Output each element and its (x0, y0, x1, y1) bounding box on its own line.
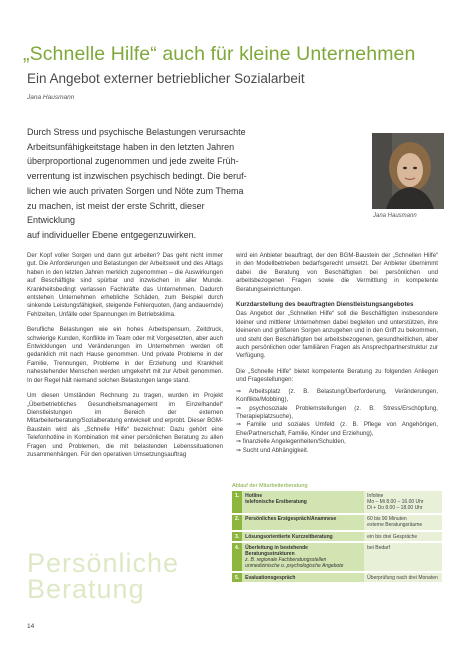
step-detail: 60 bis 90 Minuten externe Beratungsräume (364, 514, 442, 531)
step-number: 5. (232, 572, 242, 583)
step-note: z. B. regionale Fachberatungsstellen unmedizinische o. psychologische Angebote (245, 557, 344, 570)
table-row (232, 514, 442, 531)
author-photo (372, 133, 444, 209)
step-detail: bei Bedarf (364, 542, 442, 572)
list-item: ⇒ psychosoziale Problemstellungen (z. B. Stress/Erschöpfung, Therapieplatzsuche), (236, 404, 438, 420)
lead-line: auf individueller Ebene entgegenzuwirken. (27, 229, 197, 240)
table-row (232, 572, 442, 583)
body-paragraph: Das Angebot der „Schnellen Hilfe“ soll die Beschäftigten insbesondere kleiner und mittlerer Unternehmen dabei begleiten und unterstützen, ihre kleineren und größeren Sorgen anzugehen und in den Griff zu bekommen, und steht den Beschäftigten bei arbeitsbezogenen, gesundheitlichen, aber auch persönlichen oder familiären Fragen als Ansprechpartnerstruktur zur Verfügung. (236, 310, 438, 360)
watermark-line-1: Persönliche (27, 548, 180, 578)
lead-line: überproportional zugenommen und jede zweite Früh- (27, 156, 239, 167)
step-number: 4. (232, 542, 242, 572)
step-number: 2. (232, 514, 242, 531)
step-title-2: Beratungsstrukturen (245, 550, 295, 557)
lead-paragraph (27, 125, 249, 243)
author-name: Jana Hausmann (27, 94, 75, 101)
table-row (232, 531, 442, 542)
step-detail: Infoline Mo – Mi 8.00 – 16.00 Uhr Di + Do 8.00 – 18.00 Uhr (364, 491, 442, 514)
step-description (242, 514, 364, 531)
process-table (232, 491, 442, 584)
step-title: Evaluationsgespräch (245, 574, 296, 581)
photo-caption: Jana Hausmann (373, 213, 417, 219)
table-row (232, 542, 442, 572)
body-paragraph: Berufliche Belastungen wie ein hohes Arbeitspensum, Zeitdruck, schwierige Kunden, Konflikte im Team oder mit Vorgesetzten, aber auch Entwicklungen und Veränderungen im Unternehmen werden oft gedanklich mit nach Hause genommen. Und private Probleme in der Familie, Trennungen, Probleme in der Erziehung und Krankheit nahestehender Menschen werden umgekehrt mit zur Arbeit genommen. In der Regel hält niemand solchen Belastungen lange stand. (27, 326, 223, 384)
lead-line: lichen wie auch privaten Sorgen und Nöte zum Thema (27, 185, 244, 196)
topic-list (236, 388, 438, 455)
step-description (242, 572, 364, 583)
lead-line: zu machen, ist meist der erste Schritt, dieser Entwicklung (27, 200, 205, 226)
table-title: Ablauf der Mitarbeiterberatung (232, 483, 308, 489)
article-title: „Schnelle Hilfe“ auch für kleine Unternehmen (23, 43, 416, 65)
step-title: Lösungsorientierte Kurzzeitberatung (245, 533, 333, 540)
list-item: ⇒ Familie und soziales Umfeld (z. B. Pflege von Angehörigen, Ehe/Partnerschaft, Familie, Kinder und Erziehung), (236, 421, 438, 437)
body-column-left (27, 252, 223, 466)
body-column-right (236, 252, 438, 455)
list-item: ⇒ Arbeitsplatz (z. B. Belastung/Überforderung, Veränderungen, Konflikte/Mobbing), (236, 387, 438, 404)
list-item: ⇒ Sucht und Abhängigkeit. (236, 446, 309, 454)
lead-line: Arbeitsunfähigkeitstage haben in den letzten Jahren (27, 141, 235, 152)
table-row (232, 491, 442, 514)
step-title-2: telefonische Erstberatung (245, 498, 307, 505)
list-item: ⇒ finanzielle Angelegenheiten/Schulden, (236, 438, 346, 446)
body-paragraph: Um diesen Umständen Rechnung zu tragen, wurden im Projekt „Überbetriebliches Gesundheitsmanagement im Einzelhandel“ Dienstleistungen im Bereich der externen Mitarbeiterberatung/Sozialberatung entwickelt und erprobt. Dieser BGM-Baustein wird als „Schnelle Hilfe“ bezeichnet: Dazu gehört eine Telefonhotline in Kombination mit einer persönlichen Beratung zu allen Fragen und Problemen, die mit belastenden Lebenssituationen zusammenhängen. Für den operativen Umsetzungsauftrag (27, 392, 223, 458)
body-paragraph: wird ein Anbieter beauftragt, der den BGM-Baustein der „Schnellen Hilfe“ in den Modellbetrieben bedarfsgerecht umsetzt. Der Anbieter übernimmt dabei die Beratung von Beschäftigten bei persönlichen und arbeitsbezogenen Fragen sowie die Vermittlung in kompetente Beratungseinrichtungen. (236, 252, 438, 293)
step-number: 3. (232, 531, 242, 542)
lead-line: verrentung ist inzwischen psychisch bedingt. Die beruf- (27, 171, 247, 182)
page-number: 14 (27, 623, 35, 630)
article-subtitle: Ein Angebot externer betrieblicher Sozialarbeit (27, 71, 305, 86)
step-title: Hotline (245, 492, 263, 499)
section-heading: Kurzdarstellung des beauftragten Dienstleistungsangebotes (236, 301, 414, 309)
body-paragraph: Die „Schnelle Hilfe“ bietet kompetente Beratung zu folgenden Anliegen und Fragestellungen: (236, 367, 438, 384)
step-description (242, 542, 364, 572)
step-number: 1. (232, 491, 242, 514)
step-title: Persönliches Erstgespräch/Anamnese (245, 516, 337, 523)
step-description (242, 491, 364, 514)
step-description (242, 531, 364, 542)
step-detail: ein bis drei Gespräche (364, 531, 442, 542)
step-title: Überleitung in bestehende (245, 544, 308, 551)
watermark-line-2: Beratung (27, 574, 145, 604)
step-detail: Überprüfung nach drei Monaten (364, 572, 442, 583)
body-paragraph: Der Kopf voller Sorgen und dann gut arbeiten? Das geht nicht immer gut. Die Anforderungen und Belastungen der Arbeitswelt und des Alltags haben in den letzten Jahren merklich zugenommen – die Auswirkungen auf Beschäftigte sind spürbar und inzwischen in aller Munde. Krankheitsbedingt verlassen Fachkräfte das Unternehmen. Dadurch entstehen Unternehmen erhebliche Schäden, zum Beispiel durch sinkende Leistungsfähigkeit, steigende Fehlerquoten, (lang andauernde) Fehlzeiten, Unfälle oder Spannungen im Betriebsklima. (27, 252, 223, 318)
lead-line: Durch Stress und psychische Belastungen verursachte (27, 127, 246, 137)
